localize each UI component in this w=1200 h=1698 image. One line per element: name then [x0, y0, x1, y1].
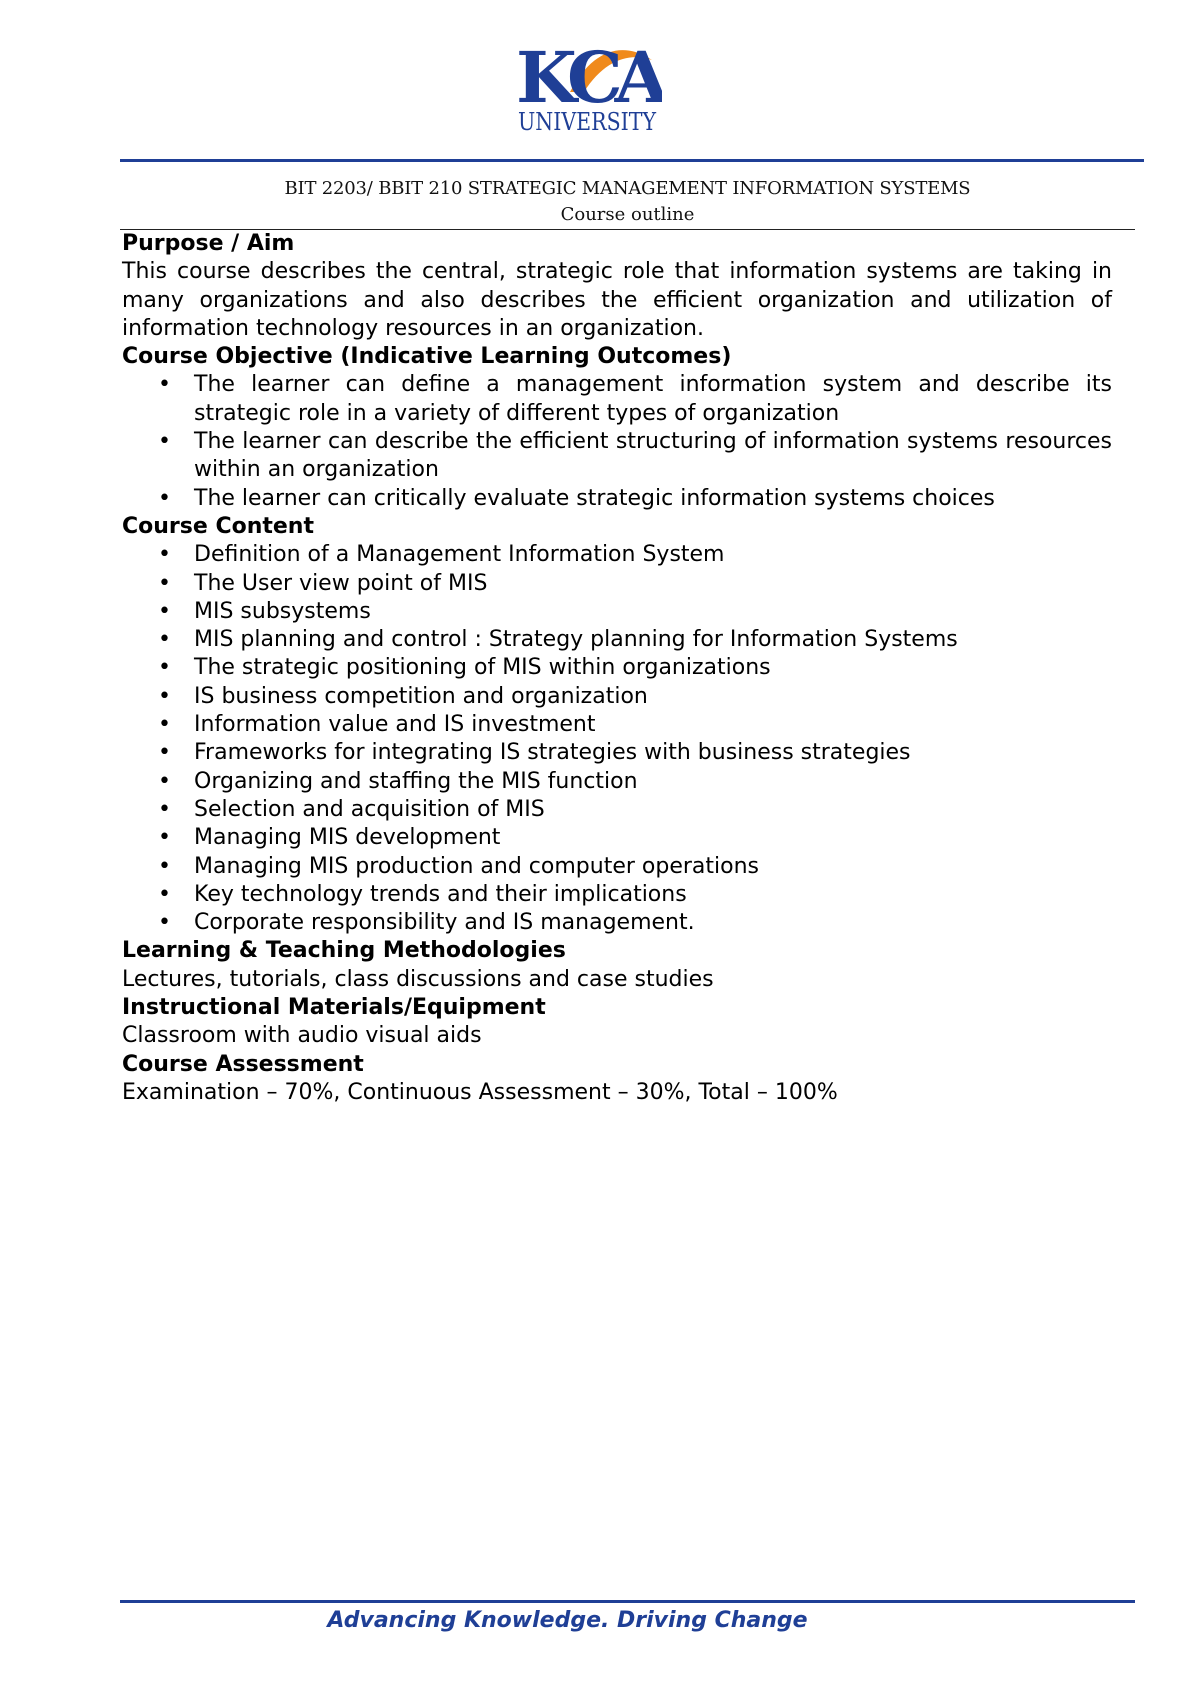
content-heading: Course Content	[122, 513, 314, 539]
list-item-text: Managing MIS production and computer operations	[194, 853, 759, 879]
methodologies-heading: Learning & Teaching Methodologies	[122, 938, 566, 964]
list-item	[122, 541, 1112, 569]
list-item-text: Key technology trends and their implications	[194, 881, 687, 907]
course-subtitle: Course outline	[560, 204, 695, 225]
list-item	[122, 371, 1112, 428]
list-item-text: Definition of a Management Information System	[194, 542, 725, 568]
list-item	[122, 626, 1112, 654]
bullet-icon: •	[158, 712, 171, 738]
bullet-icon: •	[158, 768, 171, 794]
bullet-icon: •	[158, 881, 171, 907]
bullet-icon: •	[158, 570, 171, 596]
assessment-text: Examination – 70%, Continuous Assessment – 30%, Total – 100%	[122, 1079, 838, 1105]
bullet-icon: •	[158, 598, 171, 624]
assessment-heading: Course Assessment	[122, 1051, 364, 1077]
bullet-icon: •	[158, 910, 171, 936]
list-item	[122, 654, 1112, 682]
purpose-heading: Purpose / Aim	[122, 231, 295, 256]
logo-subtext: UNIVERSITY	[518, 108, 657, 136]
objective-list	[122, 371, 1112, 512]
list-item	[122, 796, 1112, 824]
bullet-icon: •	[158, 825, 171, 851]
bullet-icon: •	[158, 429, 171, 455]
list-item-text: The User view point of MIS	[194, 570, 488, 596]
logo-letters: KCA	[516, 36, 661, 119]
list-item	[122, 909, 1112, 937]
purpose-text: This course describes the central, strategic role that information systems are taking in many organizations and also describes the efficient organization and utilization of information technology resources in an organization.	[122, 259, 1112, 341]
content-list	[122, 541, 1112, 937]
course-title: BIT 2203/ BBIT 210 STRATEGIC MANAGEMENT INFORMATION SYSTEMS	[284, 178, 971, 199]
list-item-text: Managing MIS development	[194, 825, 501, 851]
list-item-text: The learner can define a management information system and describe its strategic role in a variety of different types of organization	[194, 372, 1112, 426]
materials-heading: Instructional Materials/Equipment	[122, 995, 546, 1021]
list-item-text: Organizing and staffing the MIS function	[194, 768, 638, 794]
footer-tagline: Advancing Knowledge. Driving Change	[327, 1608, 808, 1633]
bullet-icon: •	[158, 627, 171, 653]
bullet-icon: •	[158, 542, 171, 568]
list-item-text: The learner can describe the efficient structuring of information systems resources within an organization	[194, 429, 1112, 483]
list-item	[122, 485, 1112, 513]
list-item	[122, 824, 1112, 852]
list-item-text: Selection and acquisition of MIS	[194, 796, 545, 822]
list-item	[122, 881, 1112, 909]
methodologies-text: Lectures, tutorials, class discussions and case studies	[122, 966, 714, 992]
list-item	[122, 711, 1112, 739]
list-item-text: Corporate responsibility and IS management.	[194, 910, 695, 936]
bullet-icon: •	[158, 853, 171, 879]
list-item	[122, 598, 1112, 626]
objective-heading: Course Objective (Indicative Learning Outcomes)	[122, 344, 732, 370]
logo-graphic	[512, 30, 662, 136]
list-item-text: IS business competition and organization	[194, 683, 648, 709]
list-item	[122, 768, 1112, 796]
bullet-icon: •	[158, 372, 171, 398]
list-item	[122, 853, 1112, 881]
list-item-text: The strategic positioning of MIS within organizations	[194, 655, 771, 681]
bullet-icon: •	[158, 485, 171, 511]
list-item	[122, 739, 1112, 767]
bullet-icon: •	[158, 683, 171, 709]
list-item-text: The learner can critically evaluate strategic information systems choices	[194, 485, 995, 511]
list-item-text: MIS planning and control : Strategy planning for Information Systems	[194, 627, 958, 653]
bullet-icon: •	[158, 740, 171, 766]
list-item	[122, 683, 1112, 711]
kca-university-logo	[512, 30, 662, 136]
list-item-text: MIS subsystems	[194, 598, 371, 624]
list-item-text: Frameworks for integrating IS strategies with business strategies	[194, 740, 911, 766]
list-item	[122, 570, 1112, 598]
list-item	[122, 428, 1112, 485]
document-body	[122, 230, 1112, 1107]
bullet-icon: •	[158, 796, 171, 822]
footer-rule	[120, 1600, 1135, 1603]
header-rule	[120, 159, 1144, 162]
materials-text: Classroom with audio visual aids	[122, 1023, 482, 1049]
bullet-icon: •	[158, 655, 171, 681]
list-item-text: Information value and IS investment	[194, 712, 596, 738]
